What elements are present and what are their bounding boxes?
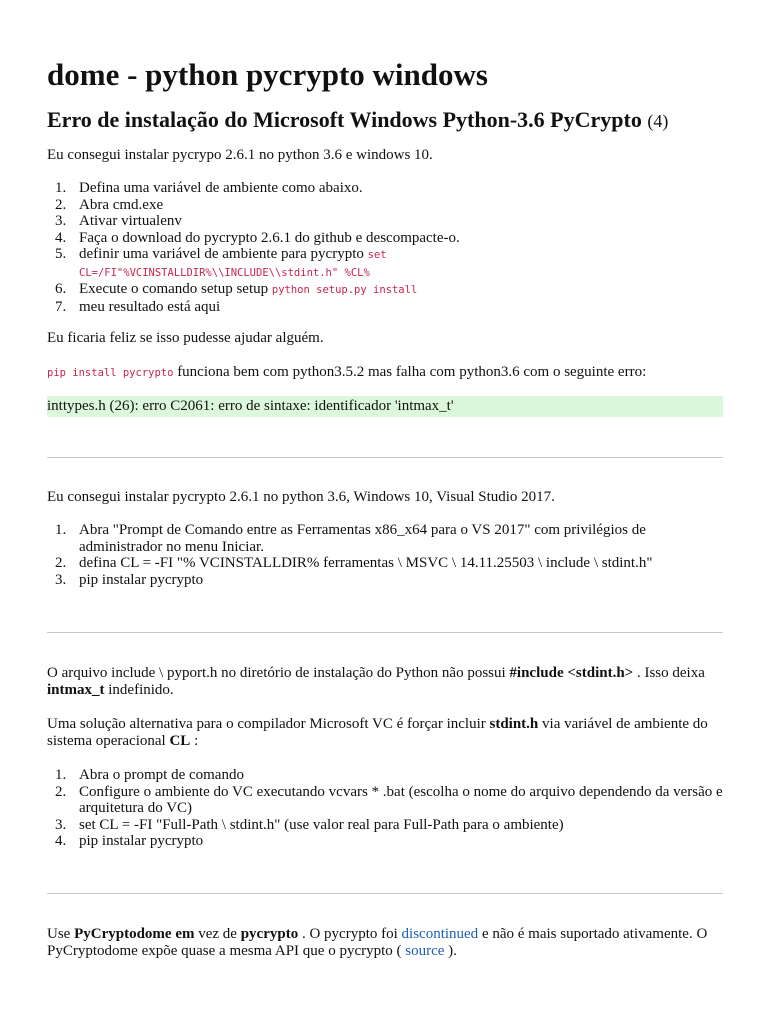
list-text: Faça o download do pycrypto 2.6.1 do github e descompacte-o. (79, 229, 460, 246)
list-number: 3. (55, 213, 67, 229)
question-title-text: Erro de instalação do Microsoft Windows Python-3.6 PyCrypto (47, 107, 642, 132)
list-number: 2. (55, 783, 67, 800)
list-number: 1. (55, 180, 67, 196)
text: ). (444, 943, 457, 959)
bold-text: #include <stdint.h> (509, 665, 634, 681)
text: Use (47, 926, 75, 942)
divider (47, 893, 723, 894)
list-number: 6. (55, 281, 67, 297)
text: indefinido. (104, 682, 174, 698)
list-item (47, 522, 723, 555)
text: . Isso deixa (633, 665, 705, 681)
list-item (47, 572, 723, 589)
list-number: 2. (55, 196, 67, 213)
list-item (47, 817, 723, 834)
answer2-intro: Eu consegui instalar pycrypto 2.6.1 no python 3.6, Windows 10, Visual Studio 2017. (47, 489, 555, 505)
answer3-p2 (47, 716, 723, 750)
list-item (47, 299, 727, 316)
answer1-pip (47, 364, 727, 382)
bold-text: stdint.h (489, 716, 539, 732)
list-text: defina CL = -FI "% VCINSTALLDIR% ferramentas \ MSVC \ 14.11.25503 \ include \ stdint.h" (79, 555, 653, 571)
text: Uma solução alternativa para o compilador Microsoft VC é forçar incluir (47, 716, 490, 732)
list-item (47, 180, 727, 197)
list-number: 1. (55, 522, 67, 538)
list-item (47, 784, 723, 817)
list-number: 3. (55, 571, 67, 588)
bold-text: CL (169, 733, 191, 749)
list-text: pip instalar pycrypto (79, 571, 204, 588)
bold-text: pycrypto (240, 926, 299, 942)
question-title (47, 106, 668, 135)
list-number: 4. (55, 833, 67, 849)
text: : (190, 733, 199, 749)
inline-code: pip install pycrypto (47, 367, 174, 379)
answer4-p (47, 926, 723, 960)
pip-text: funciona bem com python3.5.2 mas falha com python3.6 com o seguinte erro: (173, 364, 647, 380)
answer3-steps (47, 767, 723, 850)
divider (47, 632, 723, 633)
list-number: 5. (55, 246, 67, 262)
source-link[interactable]: source (405, 943, 445, 959)
answer-count: (4) (647, 111, 669, 131)
list-item (47, 767, 723, 784)
list-text: Configure o ambiente do VC executando vcvars * .bat (escolha o nome do arquivo dependendo da versão e arquitetura do VC) (79, 783, 723, 816)
list-text: pip instalar pycrypto (79, 833, 204, 849)
bold-text: intmax_t (47, 682, 105, 698)
list-text: meu resultado está aqui (79, 298, 221, 315)
list-text: Execute o comando setup setup (79, 281, 272, 297)
list-text: Ativar virtualenv (79, 213, 182, 229)
text: O arquivo include \ pyport.h no diretório de instalação do Python não possui (47, 665, 510, 681)
list-item (47, 833, 723, 850)
error-block: inttypes.h (26): erro C2061: erro de sintaxe: identificador 'intmax_t' (47, 396, 723, 417)
list-text: Abra o prompt de comando (79, 767, 244, 783)
answer3-p1 (47, 665, 723, 699)
list-item (47, 281, 727, 299)
list-text: definir uma variável de ambiente para pycrypto (79, 246, 368, 262)
list-number: 3. (55, 816, 67, 833)
list-text: Abra cmd.exe (79, 196, 164, 213)
inline-code: set CL=/FI"%VCINSTALLDIR%\\INCLUDE\\stdint.h" %CL% (79, 249, 387, 279)
list-text: Defina uma variável de ambiente como abaixo. (79, 180, 363, 196)
list-number: 2. (55, 555, 67, 571)
answer1-happy: Eu ficaria feliz se isso pudesse ajudar alguém. (47, 330, 324, 346)
inline-code: python setup.py install (271, 284, 418, 296)
answer1-steps (47, 180, 727, 315)
discontinued-link[interactable]: discontinued (401, 926, 479, 942)
answer2-steps (47, 522, 723, 588)
page-title: dome - python pycrypto windows (47, 57, 488, 92)
text: . O pycrypto foi (298, 926, 402, 942)
list-text: set CL = -FI "Full-Path \ stdint.h" (use valor real para Full-Path para o ambiente) (79, 816, 564, 833)
list-item (47, 555, 723, 572)
list-item (47, 197, 727, 214)
list-item (47, 213, 727, 230)
text: e não é mais suportado ativamente. O PyCryptodome expõe quase a mesma API que o pycrypto ( (47, 926, 708, 959)
list-number: 4. (55, 229, 67, 246)
list-text: Abra "Prompt de Comando entre as Ferramentas x86_x64 para o VS 2017" com privilégios de administrador no menu Iniciar. (79, 522, 646, 555)
text: vez de (194, 926, 241, 942)
text: via variável de ambiente do sistema operacional (47, 716, 708, 749)
list-item (47, 246, 439, 281)
divider (47, 457, 723, 458)
bold-text: PyCryptodome em (74, 926, 195, 942)
list-number: 1. (55, 767, 67, 783)
answer1-intro: Eu consegui instalar pycrypo 2.6.1 no python 3.6 e windows 10. (47, 147, 433, 163)
list-item (47, 230, 727, 247)
list-number: 7. (55, 298, 67, 315)
